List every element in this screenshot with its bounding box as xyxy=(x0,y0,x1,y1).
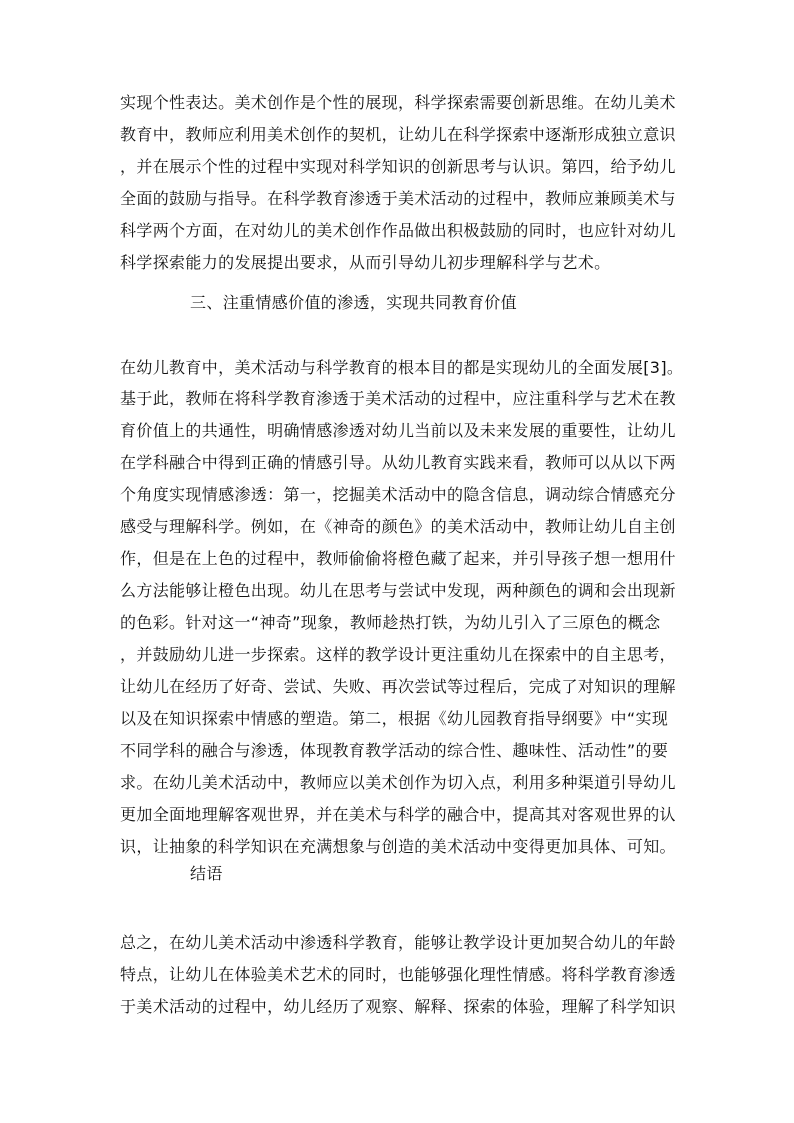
text-line: 育价值上的共通性，明确情感渗透对幼儿当前以及未来发展的重要性，让幼儿 xyxy=(120,421,676,440)
text-line: 在幼儿教育中，美术活动与科学教育的根本目的都是实现幼儿的全面发展[3]。 xyxy=(120,358,684,377)
text-line: 作，但是在上色的过程中，教师偷偷将橙色藏了起来，并引导孩子想一想用什 xyxy=(120,549,676,568)
section-heading: 结语 xyxy=(190,864,223,883)
text-line: 以及在知识探索中情感的塑造。第二，根据《幼儿园教育指导纲要》中“实现 xyxy=(120,709,669,728)
text-line: ，并在展示个性的过程中实现对科学知识的创新思考与认识。第四，给予幼儿 xyxy=(120,157,676,176)
text-line: 于美术活动的过程中，幼儿经历了观察、解释、探索的体验，理解了科学知识 xyxy=(120,997,676,1016)
text-line: 个角度实现情感渗透：第一，挖掘美术活动中的隐含信息，调动综合情感充分 xyxy=(120,485,676,504)
text-line: 求。在幼儿美术活动中，教师应以美术创作为切入点，利用多种渠道引导幼儿 xyxy=(120,773,676,792)
section-heading: 三、注重情感价值的渗透，实现共同教育价值 xyxy=(190,293,518,312)
text-line: 教育中，教师应利用美术创作的契机，让幼儿在科学探索中逐渐形成独立意识 xyxy=(120,125,676,144)
text-line: 的色彩。针对这一“神奇”现象，教师趁热打铁，为幼儿引入了三原色的概念 xyxy=(120,613,661,632)
text-line: 总之，在幼儿美术活动中渗透科学教育，能够让教学设计更加契合幼儿的年龄 xyxy=(120,933,676,952)
text-line: 更加全面地理解客观世界，并在美术与科学的融合中，提高其对客观世界的认 xyxy=(120,805,676,824)
text-line: ，并鼓励幼儿进一步探索。这样的教学设计更注重幼儿在探索中的自主思考， xyxy=(120,645,676,664)
text-line: 么方法能够让橙色出现。幼儿在思考与尝试中发现，两种颜色的调和会出现新 xyxy=(120,581,676,600)
text-line: 全面的鼓励与指导。在科学教育渗透于美术活动的过程中，教师应兼顾美术与 xyxy=(120,189,676,208)
text-line: 基于此，教师在将科学教育渗透于美术活动的过程中，应注重科学与艺术在教 xyxy=(120,389,676,408)
text-line: 让幼儿在经历了好奇、尝试、失败、再次尝试等过程后，完成了对知识的理解 xyxy=(120,677,676,696)
text-line: 识，让抽象的科学知识在充满想象与创造的美术活动中变得更加具体、可知。 xyxy=(120,837,676,856)
text-line: 感受与理解科学。例如，在《神奇的颜色》的美术活动中，教师让幼儿自主创 xyxy=(120,517,676,536)
text-line: 在学科融合中得到正确的情感引导。从幼儿教育实践来看，教师可以从以下两 xyxy=(120,453,676,472)
text-line: 实现个性表达。美术创作是个性的展现，科学探索需要创新思维。在幼儿美术 xyxy=(120,93,676,112)
text-line: 科学两个方面，在对幼儿的美术创作作品做出积极鼓励的同时，也应针对幼儿 xyxy=(120,221,676,240)
text-line: 不同学科的融合与渗透，体现教育教学活动的综合性、趣味性、活动性”的要 xyxy=(120,741,669,760)
text-line: 特点，让幼儿在体验美术艺术的同时，也能够强化理性情感。将科学教育渗透 xyxy=(120,965,676,984)
text-line: 科学探索能力的发展提出要求，从而引导幼儿初步理解科学与艺术。 xyxy=(120,253,611,272)
